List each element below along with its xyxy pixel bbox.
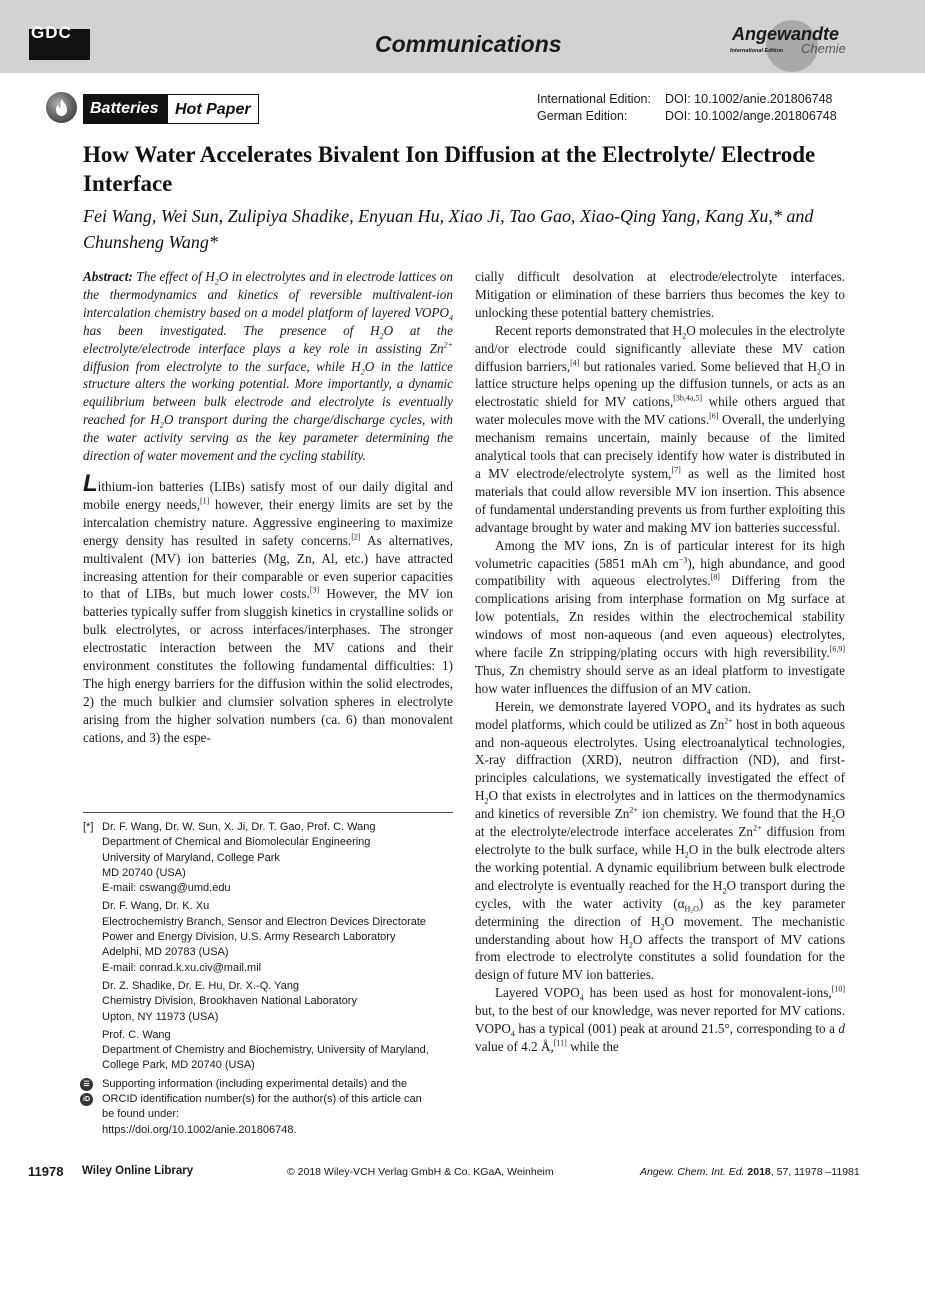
affiliation-1: [*] Dr. F. Wang, Dr. W. Sun, X. Ji, Dr. T. Gao, Prof. C. Wang Department of Chemical and Biomolecular Engineering University of Maryland, College Park MD 20740 (USA) E-mail: cswang@umd.edu: [83, 820, 455, 896]
section-title: Communications: [375, 31, 562, 57]
paragraph: Among the MV ions, Zn is of particular interest for its high volumetric capacities (5851 mAh $cm^{-3}$), high abundance, and good compatibility with aqueous electrolytes.[8] Differing from the complications arising from interphase formation on Mg surface at low potentials, Zn resides within the electrochemical stability windows of most non-aqueous (and even aqueous) electrolytes, where facile Zn stripping/plating occurs with high reversibility.[6,9] Thus, Zn chemistry should serve as an ideal platform to investigate how water influences the diffusion of an MV cation.: [475, 537, 845, 696]
left-column: [83, 268, 453, 747]
page-number: 11978: [28, 1164, 64, 1179]
paragraph: Layered $VOPO_4$ has been used as host for monovalent-ions,[10] but, to the best of our knowledge, was never reported for MV cations. $VOPO_4$ has a typical (001) peak at around 21.5°, corresponding to a d value of 4.2 Å,[11] while the: [475, 984, 845, 1054]
journal-logo[interactable]: [730, 22, 850, 68]
email-link[interactable]: E-mail: cswang@umd.edu: [102, 882, 231, 895]
header-bar: [0, 0, 925, 73]
ref-link[interactable]: [1]: [200, 496, 210, 506]
ref-link[interactable]: [7]: [671, 465, 681, 475]
supporting-info: ☰ iD Supporting information (including experimental details) and the ORCID identification number(s) for the author(s) of this article can be found under: https://doi.org/10.1002/anie.201806748.: [83, 1077, 455, 1138]
footnotes: [83, 820, 455, 1138]
ref-link[interactable]: [11]: [553, 1038, 567, 1048]
doi-german-label: German Edition:: [537, 109, 628, 123]
paragraph: Recent reports demonstrated that $H_2O$ molecules in the electrolyte and/or electrode could significantly alleviate these MV cation diffusion barriers,[4] but rationales varied. Some believed that $H_2O$ in lattice structure helps opening up the diffusion tunnels, or acts as an electrostatic shield for MV cations,[3b,4a,5] while others argued that water molecules move with the MV cations.[6] Overall, the underlying mechanism remains uncertain, mainly because of the limited analytical tools that can precisely identify how water is distributed in a MV electrode/electrolyte system,[7] as well as the limited host materials that could allow reversible MV ion insertion. This absence of fundamental understanding prevents us from further exploiting this advantage brought by water and making MV ion batteries successful.: [475, 322, 846, 535]
doi-intl-label: International Edition:: [537, 92, 651, 106]
doi-intl-link[interactable]: DOI: 10.1002/anie.201806748: [665, 92, 833, 106]
affiliation-4: Prof. C. Wang Department of Chemistry and Biochemistry, University of Maryland, College Park, MD 20740 (USA): [102, 1028, 429, 1072]
abstract: Abstract: The effect of $H_2O$ in electrolytes and in electrode lattices on the thermodynamics and kinetics of reversible multivalent-ion intercalation chemistry based on a model platform of layered $VOPO_4$ has been investigated. The presence of $H_2O$ at the electrolyte/electrode interface plays a key role in assisting $Zn^{2+}$ diffusion from electrolyte to the surface, while $H_2O$ in the lattice structure alters the working potential. More importantly, a dynamic equilibrium between bulk electrode and electrolyte is eventually reached for $H_2O$ transport during the charge/discharge cycles, with the water activity serving as the key parameter determining the direction of water movement and the cycling stability.: [83, 269, 453, 464]
author-list: Fei Wang, Wei Sun, Zulipiya Shadike, Enyuan Hu, Xiao Ji, Tao Gao, Xiao-Qing Yang, Kang Xu,* and Chunsheng Wang*: [83, 206, 814, 252]
orcid-icon: iD: [80, 1093, 93, 1106]
ref-link[interactable]: [3]: [309, 586, 320, 596]
abstract-label: Abstract:: [83, 269, 133, 284]
paragraph: cially difficult desolvation at electrode/electrolyte interfaces. Mitigation or elimination of these barriers thus becomes the key to unlocking these potential battery chemistries.: [475, 269, 845, 320]
ref-link[interactable]: [2]: [351, 532, 361, 542]
article-title: How Water Accelerates Bivalent Ion Diffusion at the Electrolyte/ Electrode Interface: [83, 142, 816, 196]
email-link[interactable]: E-mail: conrad.k.xu.civ@mail.mil: [102, 961, 262, 974]
intro-paragraph: Lithium-ion batteries (LIBs) satisfy most of our daily digital and mobile energy needs,[1] however, their energy limits are set by the intercalation chemistry nature. Aggressive engineering to maximize energy density has resulted in safety concerns.[2] As alternatives, multivalent (MV) ion batteries (Mg, Zn, Al, etc.) have attracted increasing attention for their comparable or even superior capacities to that of LIBs, but much lower costs.[3] However, the MV ion batteries typically suffer from sluggish kinetics in crystalline solids or bulk electrolytes, or across interfaces/interphases. The stronger electrostatic interaction between the MV cations and their environment constitutes the following fundamental difficulties: 1) The high energy barriers for the diffusion within the solid electrodes, 2) the much bulkier and clumsier solvation spheres in electrolyte arising from the higher solvation numbers (ca. 6) than monovalent cations, and 3) the espe-: [83, 469, 453, 745]
ref-link[interactable]: [10]: [831, 984, 845, 994]
topic-tag[interactable]: Batteries: [83, 94, 167, 124]
hot-paper-flame-icon: [46, 92, 77, 123]
drop-cap: L: [83, 469, 98, 497]
footnote-divider: [83, 812, 453, 813]
affiliation-3: Dr. Z. Shadike, Dr. E. Hu, Dr. X.-Q. Yang Chemistry Division, Brookhaven National Laboratory Upton, NY 11973 (USA): [102, 979, 357, 1023]
paragraph: Herein, we demonstrate layered $VOPO_4$ and its hydrates as such model platforms, which could be utilized as $Zn^{2+}$ host in both aqueous and non-aqueous electrolytes. Using electroanalytical technologies, X-ray diffraction (XRD), neutron diffraction (ND), and first-principles calculations, we systematically investigated the effect of $H_2O$ that exists in electrolytes and in lattices on the thermodynamics and kinetics of reversible $Zn^{2+}$ ion chemistry. We found that the $H_2O$ at the electrolyte/electrode interface accelerates $Zn^{2+}$ diffusion from electrolyte to the bulk surface, while $H_2O$ in the bulk electrode alters the working potential. A dynamic equilibrium between bulk electrode and electrolyte is eventually reached for the $H_2O$ transport during the cycles, with the water activity $(\alpha_{H_2O})$ as the key parameter determining the direction of $H_2O$ movement. The mechanistic understanding about how $H_2O$ affects the transport of MV cations from electrode to electrolyte constitutes a solid foundation for the design of future MV ion batteries.: [475, 698, 846, 983]
copyright: © 2018 Wiley-VCH Verlag GmbH & Co. KGaA, Weinheim: [287, 1166, 554, 1178]
supporting-info-link[interactable]: https://doi.org/10.1002/anie.201806748.: [102, 1123, 297, 1136]
citation: Angew. Chem. Int. Ed. 2018, 57, 11978 –11981: [640, 1166, 860, 1178]
hot-paper-tag[interactable]: Hot Paper: [167, 94, 259, 124]
doi-german-link[interactable]: DOI: 10.1002/ange.201806748: [665, 109, 837, 123]
doi-block: [537, 91, 837, 125]
ref-link[interactable]: [3b,4a,5]: [673, 393, 703, 403]
ref-link[interactable]: [4]: [570, 358, 580, 368]
affiliation-2: Dr. F. Wang, Dr. K. Xu Electrochemistry Branch, Sensor and Electron Devices Directorate Power and Energy Division, U.S. Army Research Laboratory Adelphi, MD 20783 (USA) E-mail: conrad.k.xu.civ@mail.mil: [83, 899, 455, 975]
ref-link[interactable]: [6,9]: [829, 644, 845, 654]
wiley-online-library-link[interactable]: Wiley Online Library: [82, 1165, 194, 1177]
journal-edition: International Edition: [730, 48, 784, 54]
journal-name: Angewandte: [732, 24, 840, 44]
supporting-info-icon: ☰: [80, 1078, 93, 1091]
ref-link[interactable]: [8]: [710, 573, 720, 583]
ref-link[interactable]: [6]: [709, 411, 719, 421]
journal-chemie: Chemie: [801, 41, 846, 56]
publisher-logo: GDC: [29, 29, 90, 60]
right-column: [475, 268, 845, 1056]
